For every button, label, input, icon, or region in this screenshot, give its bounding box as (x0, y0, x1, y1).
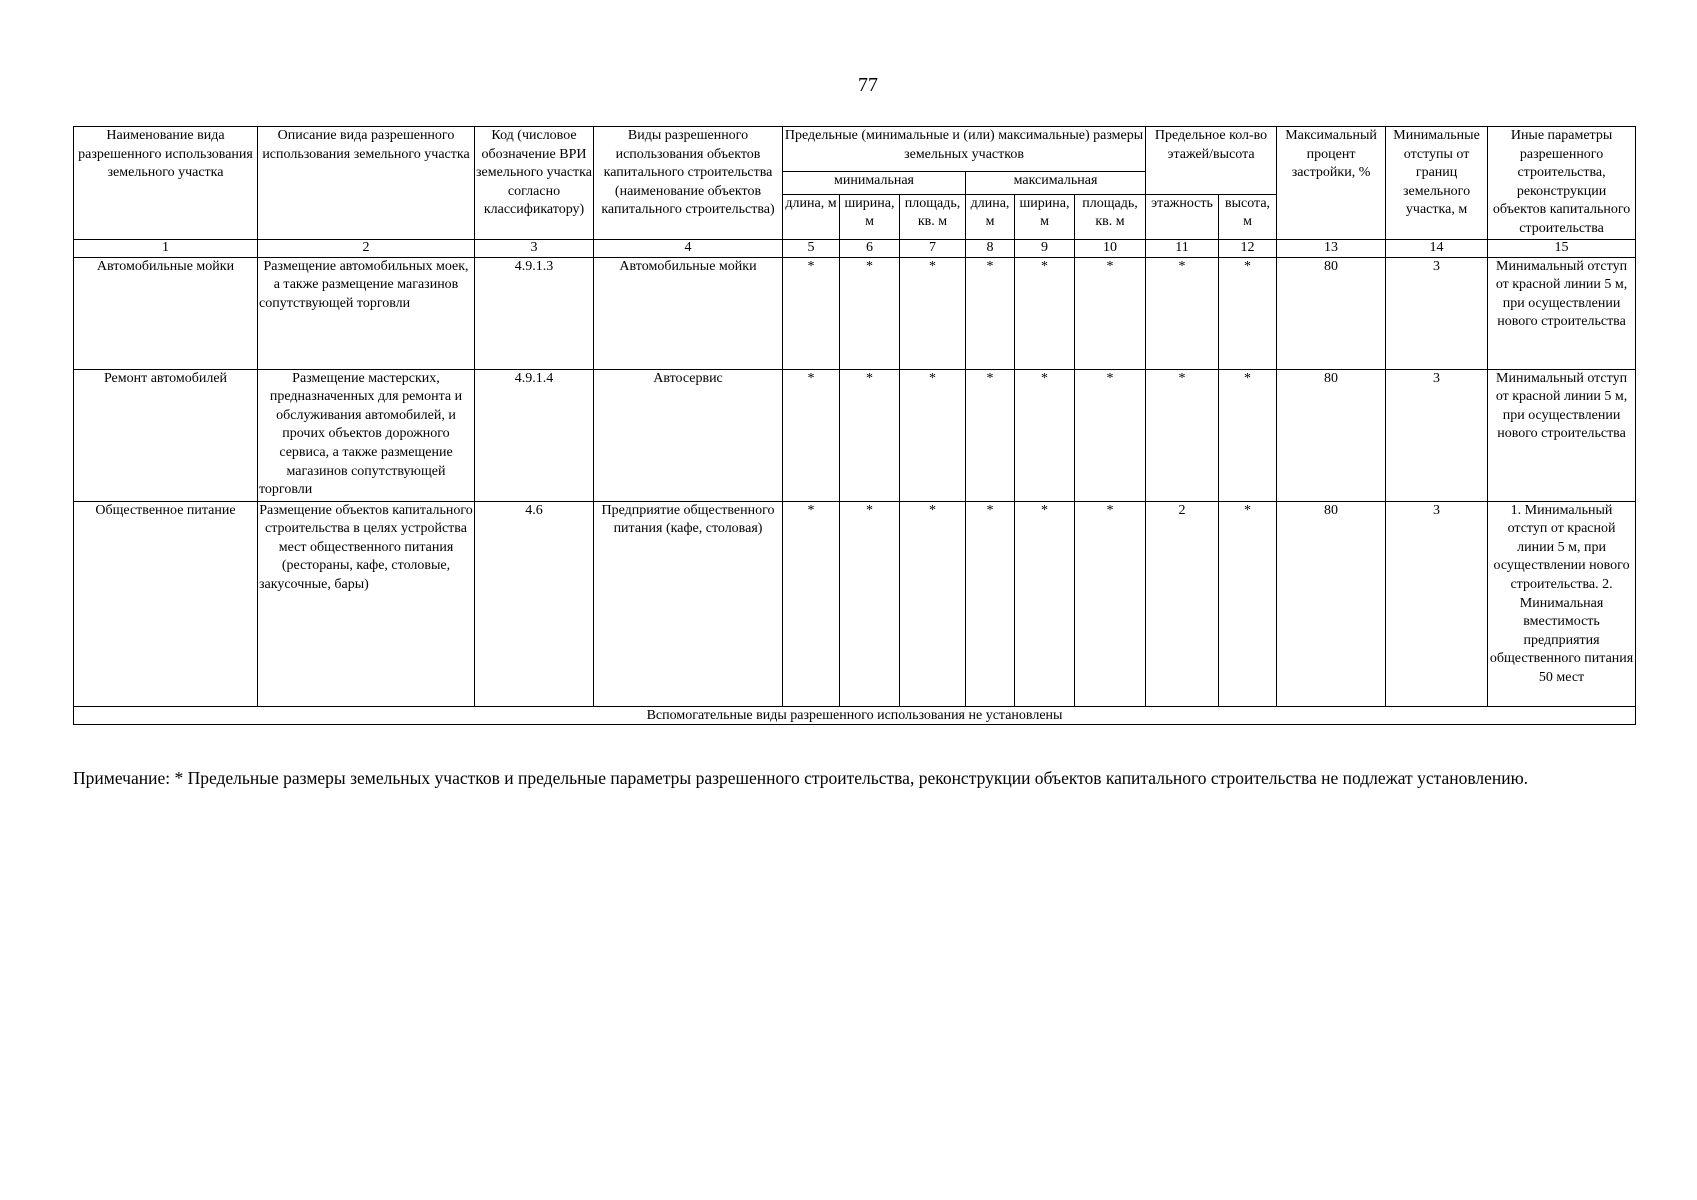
header-row-1 (74, 127, 1636, 172)
other-params-cell: Минимальный отступ от красной линии 5 м, при осуществлении нового строительства (1488, 369, 1636, 501)
min-area-cell: * (900, 257, 966, 369)
other-params-cell: 1. Минимальный отступ от красной линии 5 м, при осуществлении нового строительства. 2. Минимальная вместимость предприятия общественного питания 50 мест (1488, 501, 1636, 706)
height-cell: * (1219, 369, 1277, 501)
use-code: 4.9.1.4 (475, 369, 594, 501)
max-area-cell: * (1075, 369, 1146, 501)
header-height: высота, м (1219, 194, 1277, 239)
coverage-cell: 80 (1277, 369, 1386, 501)
max-width-cell: * (1015, 369, 1075, 501)
column-number: 6 (840, 239, 900, 257)
header-code: Код (числовое обозначение ВРИ земельного участка согласно классификатору) (475, 127, 594, 240)
floors-cell: * (1146, 257, 1219, 369)
object-type: Автосервис (594, 369, 783, 501)
min-area-cell: * (900, 369, 966, 501)
max-length-cell: * (966, 257, 1015, 369)
use-name: Автомобильные мойки (74, 257, 258, 369)
max-area-cell: * (1075, 257, 1146, 369)
use-description: Размещение объектов капитального строительства в целях устройства мест общественного питания (рестораны, кафе, столовые, закусочные, бары) (258, 501, 475, 706)
header-object-types: Виды разрешенного использования объектов капитального строительства (наименование объектов капитального строительства) (594, 127, 783, 240)
auxiliary-uses-text: Вспомогательные виды разрешенного использования не установлены (74, 706, 1636, 724)
use-name: Ремонт автомобилей (74, 369, 258, 501)
table-row (74, 501, 1636, 706)
header-max-length: длина, м (966, 194, 1015, 239)
max-length-cell: * (966, 369, 1015, 501)
min-area-cell: * (900, 501, 966, 706)
min-width-cell: * (840, 501, 900, 706)
header-floors-group: Предельное кол-во этажей/высота (1146, 127, 1277, 195)
column-number: 5 (783, 239, 840, 257)
column-number: 15 (1488, 239, 1636, 257)
column-number: 14 (1386, 239, 1488, 257)
max-width-cell: * (1015, 257, 1075, 369)
header-floors: этажность (1146, 194, 1219, 239)
header-setbacks: Минимальные отступы от границ земельного участка, м (1386, 127, 1488, 240)
min-width-cell: * (840, 257, 900, 369)
header-max-width: ширина, м (1015, 194, 1075, 239)
use-description: Размещение мастерских, предназначенных для ремонта и обслуживания автомобилей, и прочих объектов дорожного сервиса, а также размещение магазинов сопутствующей торговли (258, 369, 475, 501)
height-cell: * (1219, 501, 1277, 706)
max-area-cell: * (1075, 501, 1146, 706)
min-length-cell: * (783, 369, 840, 501)
auxiliary-uses-row (74, 706, 1636, 724)
header-max-area: площадь, кв. м (1075, 194, 1146, 239)
column-number-row (74, 239, 1636, 257)
min-length-cell: * (783, 257, 840, 369)
floors-cell: * (1146, 369, 1219, 501)
use-description: Размещение автомобильных моек, а также размещение магазинов сопутствующей торговли (258, 257, 475, 369)
other-params-cell: Минимальный отступ от красной линии 5 м, при осуществлении нового строительства (1488, 257, 1636, 369)
page-number: 77 (858, 74, 878, 96)
use-code: 4.6 (475, 501, 594, 706)
use-code: 4.9.1.3 (475, 257, 594, 369)
column-number: 1 (74, 239, 258, 257)
column-number: 13 (1277, 239, 1386, 257)
coverage-cell: 80 (1277, 501, 1386, 706)
header-max-group: максимальная (966, 171, 1146, 194)
header-coverage: Максимальный процент застройки, % (1277, 127, 1386, 240)
height-cell: * (1219, 257, 1277, 369)
setback-cell: 3 (1386, 501, 1488, 706)
max-width-cell: * (1015, 501, 1075, 706)
column-number: 9 (1015, 239, 1075, 257)
regulations-table (73, 126, 1636, 725)
column-number: 3 (475, 239, 594, 257)
column-number: 7 (900, 239, 966, 257)
column-number: 11 (1146, 239, 1219, 257)
use-name: Общественное питание (74, 501, 258, 706)
header-min-area: площадь, кв. м (900, 194, 966, 239)
object-type: Автомобильные мойки (594, 257, 783, 369)
header-use-name: Наименование вида разрешенного использования земельного участка (74, 127, 258, 240)
setback-cell: 3 (1386, 257, 1488, 369)
column-number: 4 (594, 239, 783, 257)
header-min-length: длина, м (783, 194, 840, 239)
coverage-cell: 80 (1277, 257, 1386, 369)
header-plot-sizes-group: Предельные (минимальные и (или) максимальные) размеры земельных участков (783, 127, 1146, 172)
object-type: Предприятие общественного питания (кафе, столовая) (594, 501, 783, 706)
min-width-cell: * (840, 369, 900, 501)
table-row (74, 257, 1636, 369)
floors-cell: 2 (1146, 501, 1219, 706)
column-number: 10 (1075, 239, 1146, 257)
footnote: Примечание: * Предельные размеры земельных участков и предельные параметры разрешенного строительства, реконструкции объектов капитального строительства не подлежат установлению. (73, 768, 1529, 788)
column-number: 12 (1219, 239, 1277, 257)
header-min-width: ширина, м (840, 194, 900, 239)
column-number: 2 (258, 239, 475, 257)
table-row (74, 369, 1636, 501)
header-use-description: Описание вида разрешенного использования земельного участка (258, 127, 475, 240)
header-min-group: минимальная (783, 171, 966, 194)
column-number: 8 (966, 239, 1015, 257)
header-other-params: Иные параметры разрешенного строительства, реконструкции объектов капитального строительства (1488, 127, 1636, 240)
min-length-cell: * (783, 501, 840, 706)
max-length-cell: * (966, 501, 1015, 706)
setback-cell: 3 (1386, 369, 1488, 501)
